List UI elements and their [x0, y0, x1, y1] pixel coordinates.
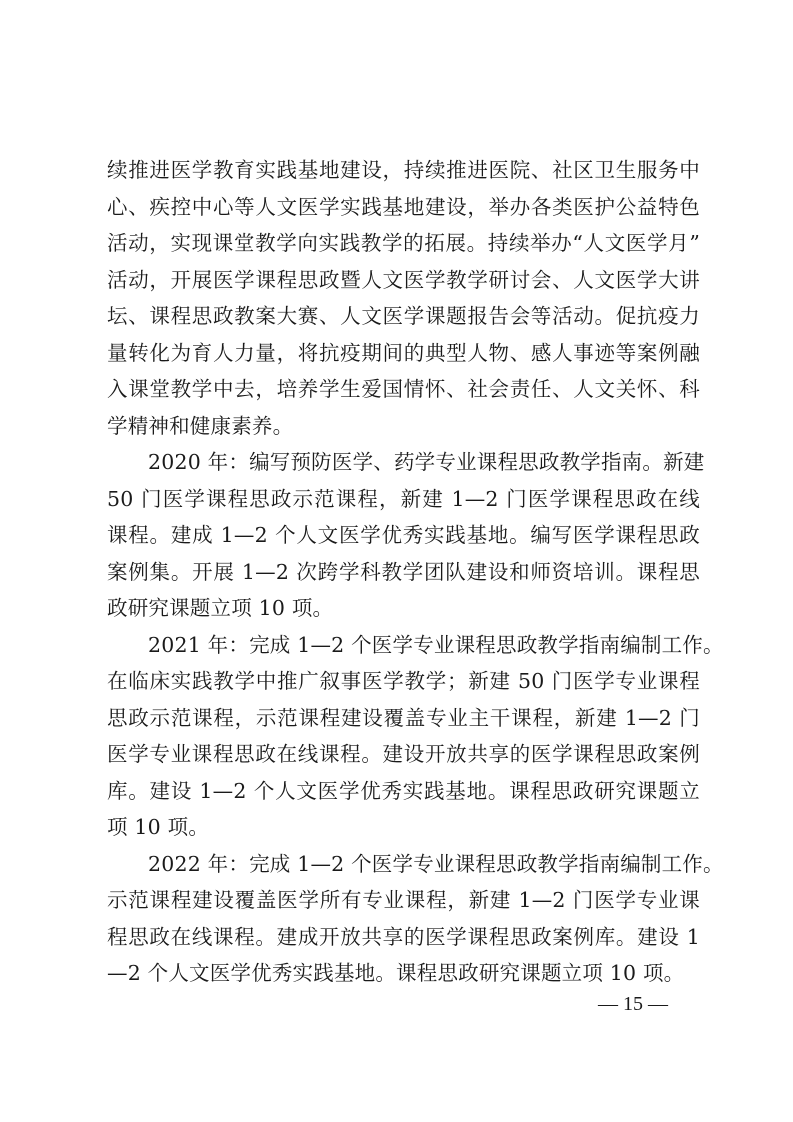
- document-body: [107, 152, 724, 992]
- text-line: 学精神和健康素养。: [107, 413, 294, 438]
- text-line: 在临床实践教学中推广叙事医学教学；新建 50 门医学专业课程: [107, 669, 700, 693]
- text-line: 2020 年：编写预防医学、药学专业课程思政教学指南。新建: [148, 450, 705, 474]
- text-line: 入课堂教学中去，培养学生爱国情怀、社会责任、人文关怀、科: [107, 377, 700, 401]
- text-line: 2021 年：完成 1—2 个医学专业课程思政教学指南编制工作。: [148, 632, 724, 657]
- text-line: 思政示范课程，示范课程建设覆盖专业主干课程，新建 1—2 门: [107, 705, 700, 730]
- paragraph-2021: [107, 627, 724, 846]
- text-line: 课程。建成 1—2 个人文医学优秀实践基地。编写医学课程思政: [107, 523, 700, 547]
- paragraph-2022: [107, 846, 724, 992]
- text-line: 活动，开展医学课程思政暨人文医学教学研讨会、人文医学大讲: [107, 267, 700, 292]
- text-line: 医学专业课程思政在线课程。建设开放共享的医学课程思政案例: [107, 742, 700, 766]
- text-line: 坛、课程思政教案大赛、人文医学课题报告会等活动。促抗疫力: [107, 304, 700, 328]
- text-line: 续推进医学教育实践基地建设，持续推进医院、社区卫生服务中: [107, 158, 700, 182]
- text-line: 政研究课题立项 10 项。: [107, 596, 334, 620]
- paragraph-2020: [107, 444, 705, 627]
- text-line: 程思政在线课程。建成开放共享的医学课程思政案例库。建设 1: [107, 924, 700, 949]
- text-line: 量转化为育人力量，将抗疫期间的典型人物、感人事迹等案例融: [107, 340, 700, 365]
- text-line: 50 门医学课程思政示范课程，新建 1—2 门医学课程思政在线: [107, 486, 700, 511]
- text-line: —2 个人文医学优秀实践基地。课程思政研究课题立项 10 项。: [107, 961, 685, 985]
- text-line: 活动，实现课堂教学向实践教学的拓展。持续举办“人文医学月”: [107, 231, 700, 255]
- text-line: 示范课程建设覆盖医学所有专业课程，新建 1—2 门医学专业课: [107, 888, 700, 912]
- text-line: 库。建设 1—2 个人文医学优秀实践基地。课程思政研究课题立: [107, 778, 700, 803]
- text-line: 2022 年：完成 1—2 个医学专业课程思政教学指南编制工作。: [148, 851, 724, 876]
- text-line: 心、疾控中心等人文医学实践基地建设，举办各类医护公益特色: [107, 194, 700, 219]
- paragraph: [107, 152, 700, 444]
- page-number: — 15 —: [598, 993, 668, 1015]
- text-line: 案例集。开展 1—2 次跨学科教学团队建设和师资培训。课程思: [107, 559, 700, 584]
- text-line: 项 10 项。: [107, 815, 210, 839]
